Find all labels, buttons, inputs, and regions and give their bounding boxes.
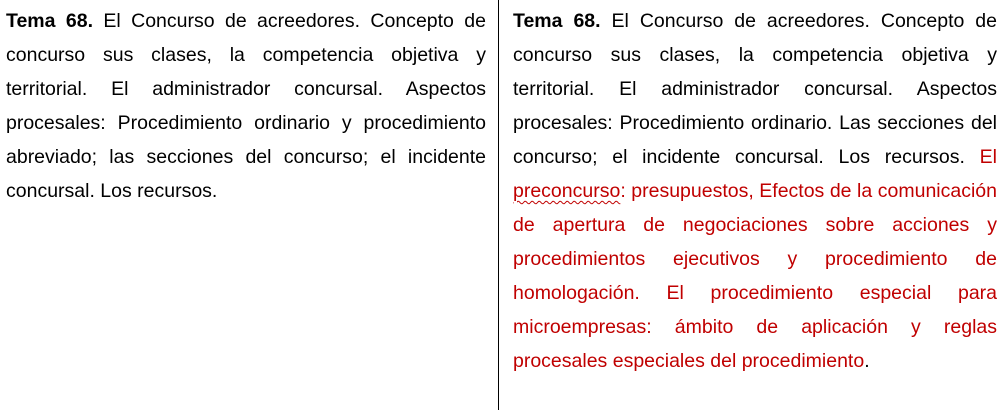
left-body-text: El Concurso de acreedores. Concepto de concurso sus clases, la competencia objetiva y territorial. El administrador concursal. Aspectos procesales: Procedimiento ordinario y procedimiento abreviado; las secciones del concurso; el incidente concursal. Los recursos. (6, 10, 486, 202)
right-heading: Tema 68. (513, 10, 601, 32)
inserted-text-body: : presupuestos, Efectos de la comunicación de apertura de negociaciones sobre acciones y procedimientos ejecutivos y procedimiento de homologación. El procedimiento especial para microempresas: ámbito de aplicación y reglas procesales especiales del procedimiento (513, 180, 997, 372)
inserted-text-prefix: El (979, 146, 997, 168)
left-heading: Tema 68. (6, 10, 93, 32)
left-column-original-text (0, 0, 499, 410)
right-body-text: El Concurso de acreedores. Concepto de concurso sus clases, la competencia objetiva y territorial. El administrador concursal. Aspectos procesales: Procedimiento ordinario. Las secciones del concurso; el incidente concursal. Los recursos. (513, 10, 997, 168)
spellcheck-flagged-word[interactable]: preconcurso (513, 180, 621, 202)
trailing-period: . (864, 350, 870, 372)
right-column-revised-text (499, 0, 1005, 410)
